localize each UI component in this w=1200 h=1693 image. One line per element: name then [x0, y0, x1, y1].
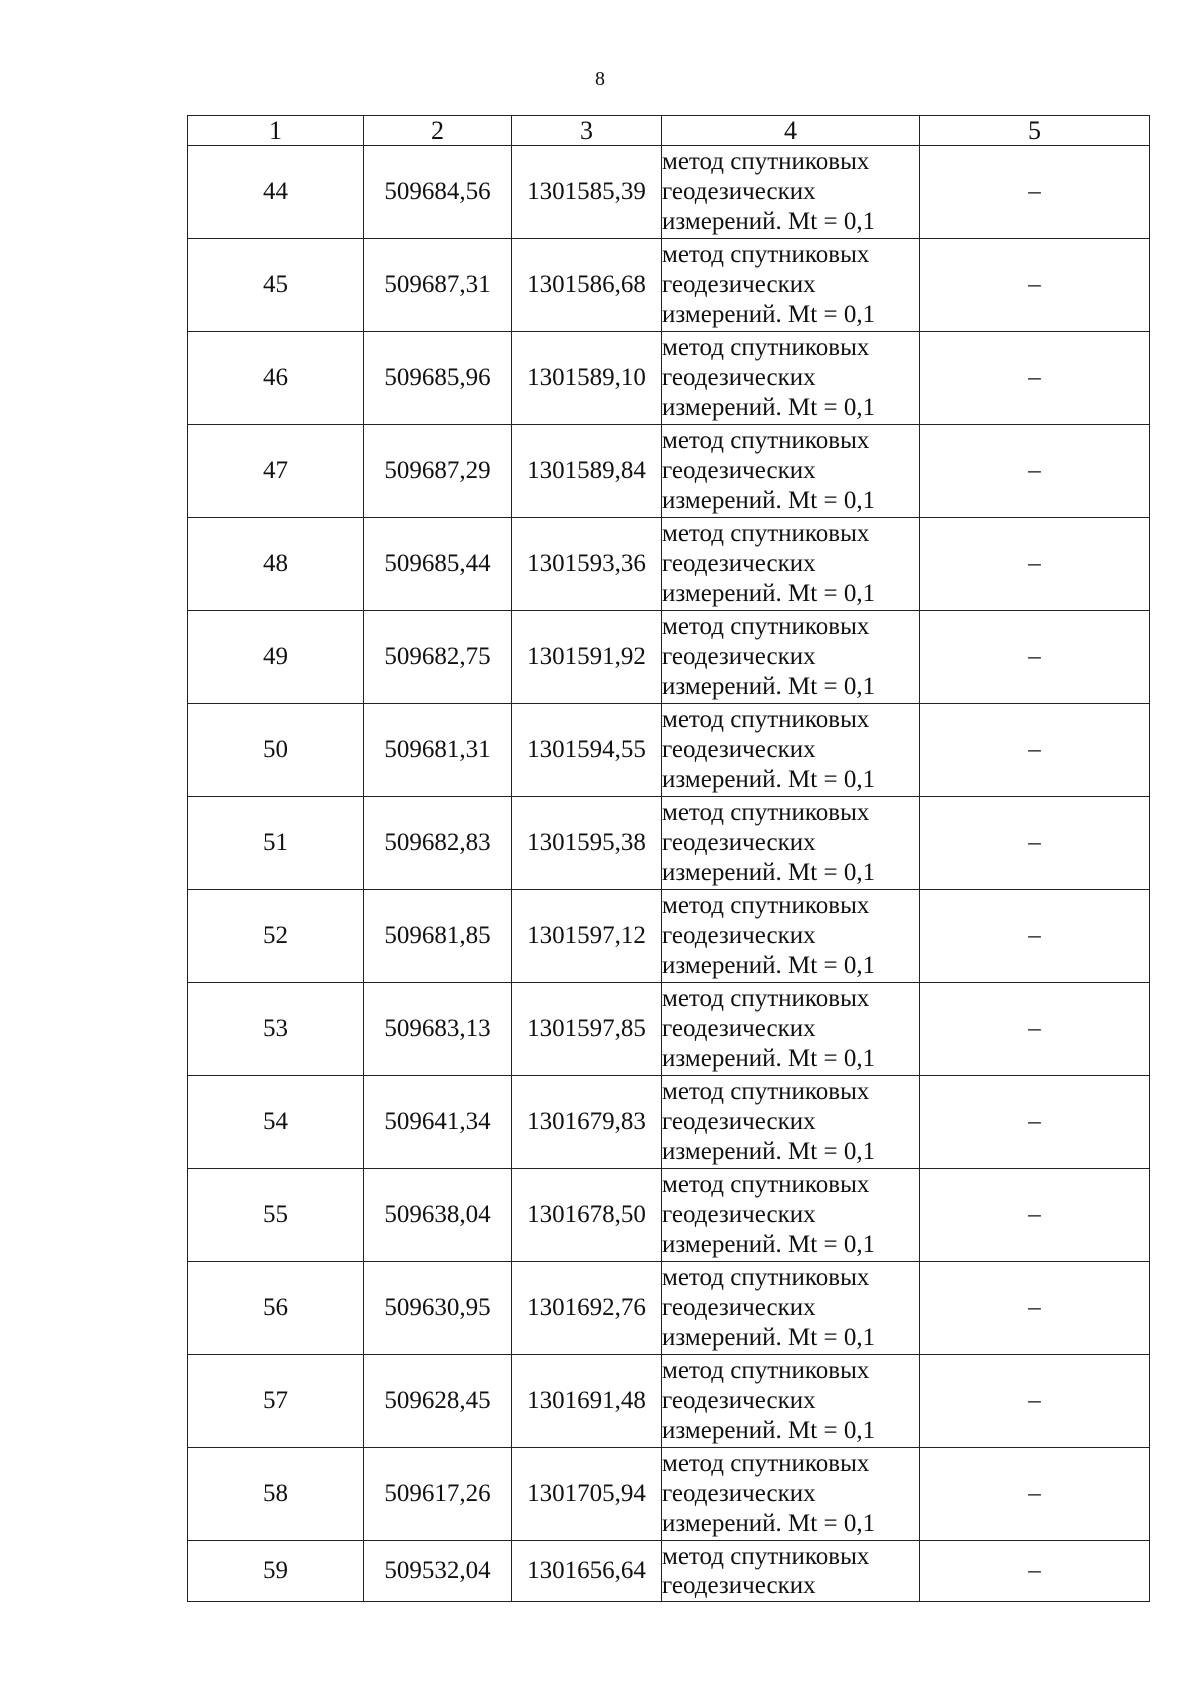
point-number-cell: 55 [188, 1169, 364, 1262]
method-line: измерений. Mt = 0,1 [662, 859, 876, 886]
point-number-cell: 45 [188, 239, 364, 332]
method-line: метод спутниковых [662, 1264, 870, 1291]
table-row [188, 1541, 1150, 1602]
method-line: метод спутниковых [662, 706, 870, 733]
column-5-cell: – [920, 1448, 1150, 1541]
point-number-cell: 47 [188, 425, 364, 518]
x-coordinate-cell: 509682,83 [364, 797, 512, 890]
method-cell [662, 518, 920, 611]
x-coordinate-cell: 509638,04 [364, 1169, 512, 1262]
point-number-cell: 48 [188, 518, 364, 611]
method-line: геодезических [662, 364, 816, 391]
column-5-cell: – [920, 332, 1150, 425]
x-coordinate-cell: 509532,04 [364, 1541, 512, 1602]
y-coordinate-cell: 1301589,10 [512, 332, 662, 425]
method-line: измерений. Mt = 0,1 [662, 1138, 876, 1165]
point-number-cell: 52 [188, 890, 364, 983]
method-line: геодезических [662, 829, 816, 856]
point-number-cell: 46 [188, 332, 364, 425]
x-coordinate-cell: 509687,31 [364, 239, 512, 332]
method-line: метод спутниковых [662, 427, 870, 454]
method-line: измерений. Mt = 0,1 [662, 580, 876, 607]
column-5-cell: – [920, 704, 1150, 797]
method-line: метод спутниковых [662, 1078, 870, 1105]
method-cell [662, 797, 920, 890]
table-row [188, 239, 1150, 332]
table-row [188, 1355, 1150, 1448]
point-number-cell: 56 [188, 1262, 364, 1355]
x-coordinate-cell: 509683,13 [364, 983, 512, 1076]
header-col-2: 2 [364, 116, 512, 146]
y-coordinate-cell: 1301679,83 [512, 1076, 662, 1169]
column-5-cell: – [920, 425, 1150, 518]
method-line: измерений. Mt = 0,1 [662, 766, 876, 793]
method-line: метод спутниковых [662, 1543, 870, 1570]
method-cell [662, 146, 920, 239]
table-row [188, 146, 1150, 239]
y-coordinate-cell: 1301691,48 [512, 1355, 662, 1448]
method-line: геодезических [662, 271, 816, 298]
table-row [188, 1169, 1150, 1262]
y-coordinate-cell: 1301595,38 [512, 797, 662, 890]
method-line: измерений. Mt = 0,1 [662, 1231, 876, 1258]
column-5-cell: – [920, 239, 1150, 332]
y-coordinate-cell: 1301594,55 [512, 704, 662, 797]
method-line: геодезических [662, 1108, 816, 1135]
method-line: метод спутниковых [662, 520, 870, 547]
method-line: измерений. Mt = 0,1 [662, 1510, 876, 1537]
method-line: метод спутниковых [662, 148, 870, 175]
method-line: метод спутниковых [662, 985, 870, 1012]
method-line: геодезических [662, 1015, 816, 1042]
x-coordinate-cell: 509681,85 [364, 890, 512, 983]
method-line: метод спутниковых [662, 1450, 870, 1477]
column-5-cell: – [920, 146, 1150, 239]
method-line: измерений. Mt = 0,1 [662, 1324, 876, 1351]
method-line: метод спутниковых [662, 799, 870, 826]
y-coordinate-cell: 1301678,50 [512, 1169, 662, 1262]
method-cell [662, 1076, 920, 1169]
x-coordinate-cell: 509681,31 [364, 704, 512, 797]
method-line: геодезических [662, 1480, 816, 1507]
table-row [188, 1448, 1150, 1541]
y-coordinate-cell: 1301591,92 [512, 611, 662, 704]
method-line: измерений. Mt = 0,1 [662, 208, 876, 235]
method-line: геодезических [662, 457, 816, 484]
point-number-cell: 50 [188, 704, 364, 797]
method-line: геодезических [662, 736, 816, 763]
table-row [188, 518, 1150, 611]
y-coordinate-cell: 1301589,84 [512, 425, 662, 518]
column-5-cell: – [920, 797, 1150, 890]
table-row [188, 611, 1150, 704]
column-5-cell: – [920, 890, 1150, 983]
method-line: геодезических [662, 1572, 816, 1599]
y-coordinate-cell: 1301597,12 [512, 890, 662, 983]
column-5-cell: – [920, 1169, 1150, 1262]
method-cell [662, 332, 920, 425]
y-coordinate-cell: 1301585,39 [512, 146, 662, 239]
table-row [188, 1076, 1150, 1169]
method-line: измерений. Mt = 0,1 [662, 487, 876, 514]
method-line: метод спутниковых [662, 1171, 870, 1198]
method-line: метод спутниковых [662, 1357, 870, 1384]
method-line: геодезических [662, 1294, 816, 1321]
method-line: метод спутниковых [662, 892, 870, 919]
y-coordinate-cell: 1301656,64 [512, 1541, 662, 1602]
x-coordinate-cell: 509687,29 [364, 425, 512, 518]
method-line: геодезических [662, 643, 816, 670]
column-5-cell: – [920, 1541, 1150, 1602]
table-body [188, 146, 1150, 1602]
table-header-row [188, 116, 1150, 146]
x-coordinate-cell: 509682,75 [364, 611, 512, 704]
table-row [188, 797, 1150, 890]
table-row [188, 1262, 1150, 1355]
column-5-cell: – [920, 1262, 1150, 1355]
x-coordinate-cell: 509684,56 [364, 146, 512, 239]
x-coordinate-cell: 509630,95 [364, 1262, 512, 1355]
point-number-cell: 53 [188, 983, 364, 1076]
method-cell [662, 704, 920, 797]
method-line: измерений. Mt = 0,1 [662, 301, 876, 328]
point-number-cell: 49 [188, 611, 364, 704]
table-row [188, 425, 1150, 518]
header-col-3: 3 [512, 116, 662, 146]
column-5-cell: – [920, 1355, 1150, 1448]
method-line: метод спутниковых [662, 241, 870, 268]
column-5-cell: – [920, 611, 1150, 704]
method-cell [662, 983, 920, 1076]
method-line: измерений. Mt = 0,1 [662, 952, 876, 979]
column-5-cell: – [920, 1076, 1150, 1169]
x-coordinate-cell: 509685,96 [364, 332, 512, 425]
method-line: геодезических [662, 178, 816, 205]
x-coordinate-cell: 509628,45 [364, 1355, 512, 1448]
y-coordinate-cell: 1301586,68 [512, 239, 662, 332]
y-coordinate-cell: 1301705,94 [512, 1448, 662, 1541]
header-col-4: 4 [662, 116, 920, 146]
header-col-1: 1 [188, 116, 364, 146]
method-line: геодезических [662, 922, 816, 949]
method-cell [662, 1262, 920, 1355]
y-coordinate-cell: 1301692,76 [512, 1262, 662, 1355]
method-line: геодезических [662, 550, 816, 577]
column-5-cell: – [920, 983, 1150, 1076]
method-cell [662, 1355, 920, 1448]
method-line: измерений. Mt = 0,1 [662, 1417, 876, 1444]
method-line: измерений. Mt = 0,1 [662, 1045, 876, 1072]
point-number-cell: 57 [188, 1355, 364, 1448]
table-row [188, 704, 1150, 797]
method-line: метод спутниковых [662, 613, 870, 640]
column-5-cell: – [920, 518, 1150, 611]
x-coordinate-cell: 509617,26 [364, 1448, 512, 1541]
table-row [188, 983, 1150, 1076]
method-cell [662, 890, 920, 983]
method-cell [662, 239, 920, 332]
point-number-cell: 54 [188, 1076, 364, 1169]
point-number-cell: 58 [188, 1448, 364, 1541]
method-line: измерений. Mt = 0,1 [662, 673, 876, 700]
method-line: метод спутниковых [662, 334, 870, 361]
table-row [188, 332, 1150, 425]
table-row [188, 890, 1150, 983]
y-coordinate-cell: 1301593,36 [512, 518, 662, 611]
point-number-cell: 44 [188, 146, 364, 239]
x-coordinate-cell: 509641,34 [364, 1076, 512, 1169]
method-cell [662, 1541, 920, 1602]
method-line: геодезических [662, 1201, 816, 1228]
method-line: геодезических [662, 1387, 816, 1414]
y-coordinate-cell: 1301597,85 [512, 983, 662, 1076]
method-cell [662, 425, 920, 518]
point-number-cell: 51 [188, 797, 364, 890]
method-line: измерений. Mt = 0,1 [662, 394, 876, 421]
method-cell [662, 1448, 920, 1541]
method-cell [662, 1169, 920, 1262]
point-number-cell: 59 [188, 1541, 364, 1602]
x-coordinate-cell: 509685,44 [364, 518, 512, 611]
page-number: 8 [595, 68, 605, 90]
coordinates-table [187, 115, 1150, 1602]
header-col-5: 5 [920, 116, 1150, 146]
method-cell [662, 611, 920, 704]
